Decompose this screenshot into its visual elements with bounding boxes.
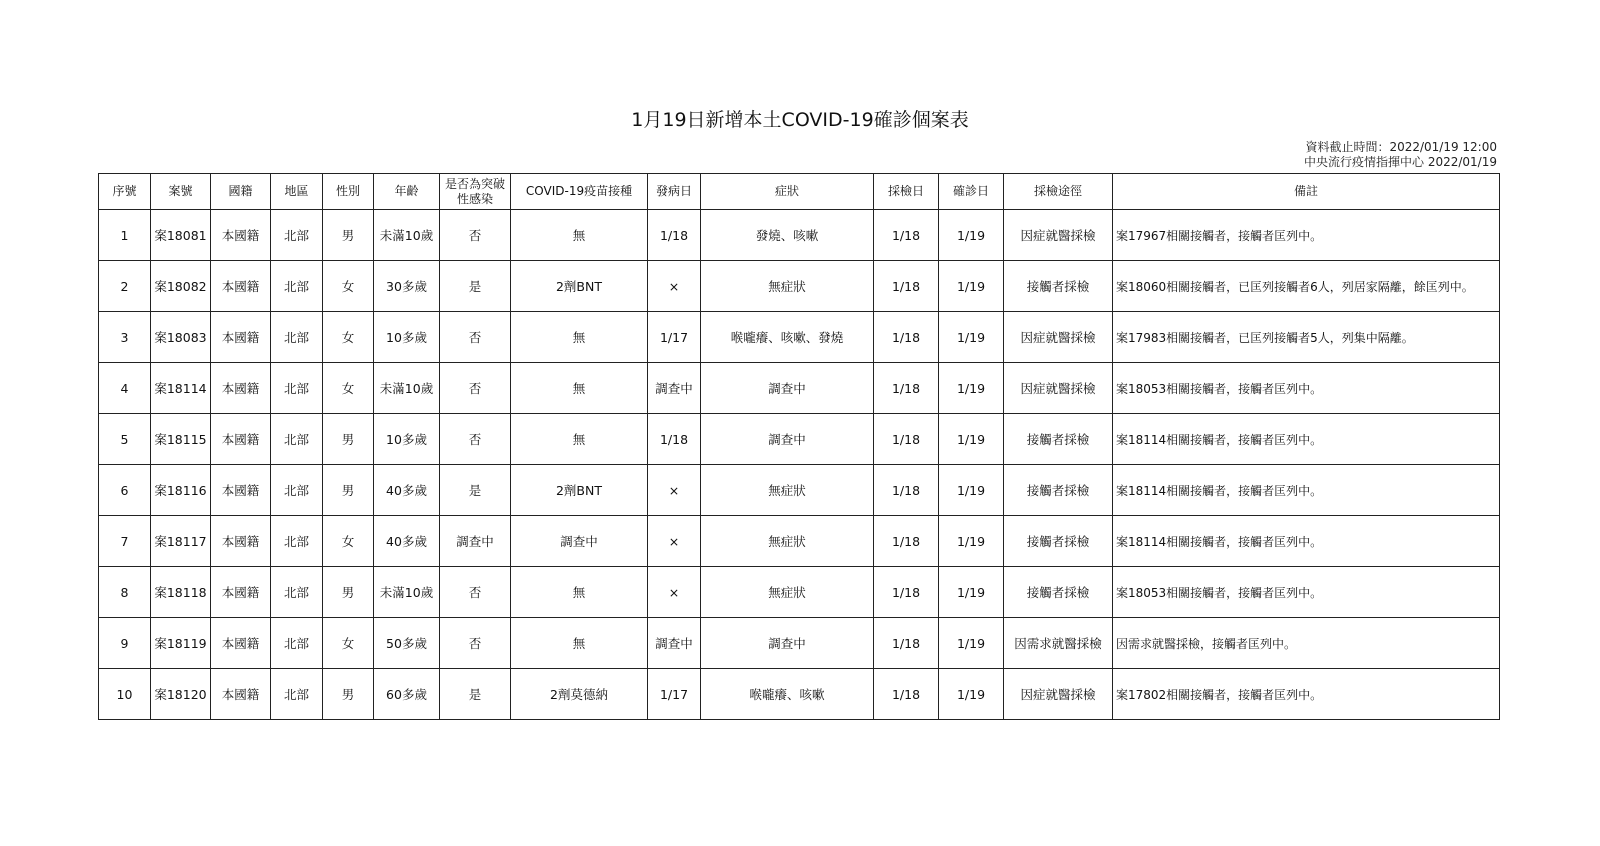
case-no-cell: 案18082 <box>151 261 211 312</box>
onset-date-cell: × <box>648 465 701 516</box>
vaccine-cell: 2劑BNT <box>511 465 648 516</box>
gender-cell: 女 <box>323 618 374 669</box>
gender-cell: 男 <box>323 567 374 618</box>
symptom-cell: 喉嚨癢、咳嗽、發燒 <box>701 312 874 363</box>
case-no-cell: 案18081 <box>151 210 211 261</box>
confirm-date-cell: 1/19 <box>939 261 1004 312</box>
gender-cell: 女 <box>323 363 374 414</box>
header-cell: 採檢途徑 <box>1004 174 1113 210</box>
symptom-cell: 無症狀 <box>701 465 874 516</box>
serial-cell: 9 <box>99 618 151 669</box>
confirm-date-cell: 1/19 <box>939 516 1004 567</box>
nationality-cell: 本國籍 <box>211 414 271 465</box>
onset-date-cell: × <box>648 261 701 312</box>
gender-cell: 女 <box>323 516 374 567</box>
note-cell: 案17967相關接觸者，接觸者匡列中。 <box>1113 210 1500 261</box>
breakthrough-cell: 調查中 <box>440 516 511 567</box>
gender-cell: 男 <box>323 669 374 720</box>
test-date-cell: 1/18 <box>874 516 939 567</box>
breakthrough-cell: 否 <box>440 414 511 465</box>
confirm-date-cell: 1/19 <box>939 312 1004 363</box>
case-table <box>98 173 1500 720</box>
age-cell: 40多歲 <box>374 465 440 516</box>
region-cell: 北部 <box>271 210 323 261</box>
confirm-date-cell: 1/19 <box>939 210 1004 261</box>
confirm-date-cell: 1/19 <box>939 414 1004 465</box>
vaccine-cell: 2劑BNT <box>511 261 648 312</box>
nationality-cell: 本國籍 <box>211 516 271 567</box>
case-no-cell: 案18083 <box>151 312 211 363</box>
confirm-date-cell: 1/19 <box>939 618 1004 669</box>
vaccine-cell: 無 <box>511 618 648 669</box>
age-cell: 50多歲 <box>374 618 440 669</box>
symptom-cell: 無症狀 <box>701 261 874 312</box>
table-row <box>99 261 1500 312</box>
test-date-cell: 1/18 <box>874 312 939 363</box>
onset-date-cell: 1/18 <box>648 414 701 465</box>
symptom-cell: 喉嚨癢、咳嗽 <box>701 669 874 720</box>
serial-cell: 3 <box>99 312 151 363</box>
test-date-cell: 1/18 <box>874 261 939 312</box>
breakthrough-cell: 否 <box>440 210 511 261</box>
serial-cell: 8 <box>99 567 151 618</box>
gender-cell: 女 <box>323 312 374 363</box>
age-cell: 未滿10歲 <box>374 567 440 618</box>
table-row <box>99 669 1500 720</box>
breakthrough-cell: 是 <box>440 669 511 720</box>
symptom-cell: 調查中 <box>701 618 874 669</box>
serial-cell: 4 <box>99 363 151 414</box>
symptom-cell: 無症狀 <box>701 516 874 567</box>
confirm-date-cell: 1/19 <box>939 669 1004 720</box>
onset-date-cell: × <box>648 516 701 567</box>
age-cell: 未滿10歲 <box>374 363 440 414</box>
test-date-cell: 1/18 <box>874 414 939 465</box>
serial-cell: 1 <box>99 210 151 261</box>
test-route-cell: 接觸者採檢 <box>1004 261 1113 312</box>
region-cell: 北部 <box>271 363 323 414</box>
header-cell: 確診日 <box>939 174 1004 210</box>
case-no-cell: 案18116 <box>151 465 211 516</box>
header-cell: 國籍 <box>211 174 271 210</box>
vaccine-cell: 調查中 <box>511 516 648 567</box>
header-cell: 年齡 <box>374 174 440 210</box>
region-cell: 北部 <box>271 312 323 363</box>
case-no-cell: 案18117 <box>151 516 211 567</box>
table-row <box>99 363 1500 414</box>
header-cell: 地區 <box>271 174 323 210</box>
onset-date-cell: 調查中 <box>648 618 701 669</box>
case-no-cell: 案18114 <box>151 363 211 414</box>
region-cell: 北部 <box>271 516 323 567</box>
nationality-cell: 本國籍 <box>211 363 271 414</box>
test-date-cell: 1/18 <box>874 669 939 720</box>
table-row <box>99 210 1500 261</box>
header-cell: 序號 <box>99 174 151 210</box>
table-header-row <box>99 174 1500 210</box>
note-cell: 案17983相關接觸者，已匡列接觸者5人，列集中隔離。 <box>1113 312 1500 363</box>
test-date-cell: 1/18 <box>874 363 939 414</box>
table-row <box>99 516 1500 567</box>
onset-date-cell: 調查中 <box>648 363 701 414</box>
confirm-date-cell: 1/19 <box>939 567 1004 618</box>
note-cell: 案18114相關接觸者，接觸者匡列中。 <box>1113 516 1500 567</box>
age-cell: 40多歲 <box>374 516 440 567</box>
age-cell: 10多歲 <box>374 312 440 363</box>
table-row <box>99 465 1500 516</box>
header-cell: 是否為突破性感染 <box>440 174 511 210</box>
meta-info <box>1304 140 1497 170</box>
case-no-cell: 案18115 <box>151 414 211 465</box>
symptom-cell: 無症狀 <box>701 567 874 618</box>
breakthrough-cell: 否 <box>440 363 511 414</box>
data-cutoff-time: 資料截止時間：2022/01/19 12:00 <box>1305 140 1497 154</box>
region-cell: 北部 <box>271 261 323 312</box>
header-cell: 採檢日 <box>874 174 939 210</box>
test-route-cell: 接觸者採檢 <box>1004 516 1113 567</box>
vaccine-cell: 無 <box>511 363 648 414</box>
onset-date-cell: 1/17 <box>648 312 701 363</box>
test-route-cell: 因症就醫採檢 <box>1004 210 1113 261</box>
note-cell: 因需求就醫採檢，接觸者匡列中。 <box>1113 618 1500 669</box>
header-cell: 發病日 <box>648 174 701 210</box>
age-cell: 60多歲 <box>374 669 440 720</box>
test-date-cell: 1/18 <box>874 618 939 669</box>
test-route-cell: 因症就醫採檢 <box>1004 312 1113 363</box>
region-cell: 北部 <box>271 669 323 720</box>
test-date-cell: 1/18 <box>874 210 939 261</box>
nationality-cell: 本國籍 <box>211 312 271 363</box>
age-cell: 10多歲 <box>374 414 440 465</box>
table-row <box>99 312 1500 363</box>
nationality-cell: 本國籍 <box>211 567 271 618</box>
nationality-cell: 本國籍 <box>211 210 271 261</box>
serial-cell: 5 <box>99 414 151 465</box>
test-route-cell: 接觸者採檢 <box>1004 465 1113 516</box>
test-date-cell: 1/18 <box>874 567 939 618</box>
case-no-cell: 案18119 <box>151 618 211 669</box>
note-cell: 案17802相關接觸者，接觸者匡列中。 <box>1113 669 1500 720</box>
test-route-cell: 接觸者採檢 <box>1004 567 1113 618</box>
breakthrough-cell: 是 <box>440 261 511 312</box>
region-cell: 北部 <box>271 465 323 516</box>
data-source: 中央流行疫情指揮中心 2022/01/19 <box>1304 155 1497 169</box>
vaccine-cell: 無 <box>511 210 648 261</box>
breakthrough-cell: 否 <box>440 567 511 618</box>
case-no-cell: 案18120 <box>151 669 211 720</box>
symptom-cell: 調查中 <box>701 414 874 465</box>
note-cell: 案18060相關接觸者，已匡列接觸者6人，列居家隔離，餘匡列中。 <box>1113 261 1500 312</box>
gender-cell: 男 <box>323 414 374 465</box>
test-route-cell: 因症就醫採檢 <box>1004 363 1113 414</box>
symptom-cell: 調查中 <box>701 363 874 414</box>
nationality-cell: 本國籍 <box>211 618 271 669</box>
test-route-cell: 接觸者採檢 <box>1004 414 1113 465</box>
nationality-cell: 本國籍 <box>211 465 271 516</box>
vaccine-cell: 無 <box>511 567 648 618</box>
header-cell: 症狀 <box>701 174 874 210</box>
case-no-cell: 案18118 <box>151 567 211 618</box>
vaccine-cell: 無 <box>511 414 648 465</box>
age-cell: 未滿10歲 <box>374 210 440 261</box>
region-cell: 北部 <box>271 567 323 618</box>
onset-date-cell: × <box>648 567 701 618</box>
test-date-cell: 1/18 <box>874 465 939 516</box>
gender-cell: 男 <box>323 210 374 261</box>
table-body <box>99 210 1500 720</box>
table-row <box>99 567 1500 618</box>
region-cell: 北部 <box>271 618 323 669</box>
nationality-cell: 本國籍 <box>211 669 271 720</box>
serial-cell: 10 <box>99 669 151 720</box>
onset-date-cell: 1/17 <box>648 669 701 720</box>
symptom-cell: 發燒、咳嗽 <box>701 210 874 261</box>
document-title: 1月19日新增本土COVID-19確診個案表 <box>631 109 969 131</box>
region-cell: 北部 <box>271 414 323 465</box>
vaccine-cell: 2劑莫德納 <box>511 669 648 720</box>
header-cell: COVID-19疫苗接種 <box>511 174 648 210</box>
header-cell: 性別 <box>323 174 374 210</box>
gender-cell: 女 <box>323 261 374 312</box>
table-row <box>99 414 1500 465</box>
age-cell: 30多歲 <box>374 261 440 312</box>
test-route-cell: 因需求就醫採檢 <box>1004 618 1113 669</box>
note-cell: 案18053相關接觸者，接觸者匡列中。 <box>1113 567 1500 618</box>
serial-cell: 7 <box>99 516 151 567</box>
breakthrough-cell: 是 <box>440 465 511 516</box>
gender-cell: 男 <box>323 465 374 516</box>
nationality-cell: 本國籍 <box>211 261 271 312</box>
confirm-date-cell: 1/19 <box>939 465 1004 516</box>
serial-cell: 6 <box>99 465 151 516</box>
onset-date-cell: 1/18 <box>648 210 701 261</box>
confirm-date-cell: 1/19 <box>939 363 1004 414</box>
table-row <box>99 618 1500 669</box>
note-cell: 案18114相關接觸者，接觸者匡列中。 <box>1113 414 1500 465</box>
note-cell: 案18114相關接觸者，接觸者匡列中。 <box>1113 465 1500 516</box>
note-cell: 案18053相關接觸者，接觸者匡列中。 <box>1113 363 1500 414</box>
header-cell: 備註 <box>1113 174 1500 210</box>
test-route-cell: 因症就醫採檢 <box>1004 669 1113 720</box>
breakthrough-cell: 否 <box>440 618 511 669</box>
header-cell: 案號 <box>151 174 211 210</box>
serial-cell: 2 <box>99 261 151 312</box>
vaccine-cell: 無 <box>511 312 648 363</box>
breakthrough-cell: 否 <box>440 312 511 363</box>
